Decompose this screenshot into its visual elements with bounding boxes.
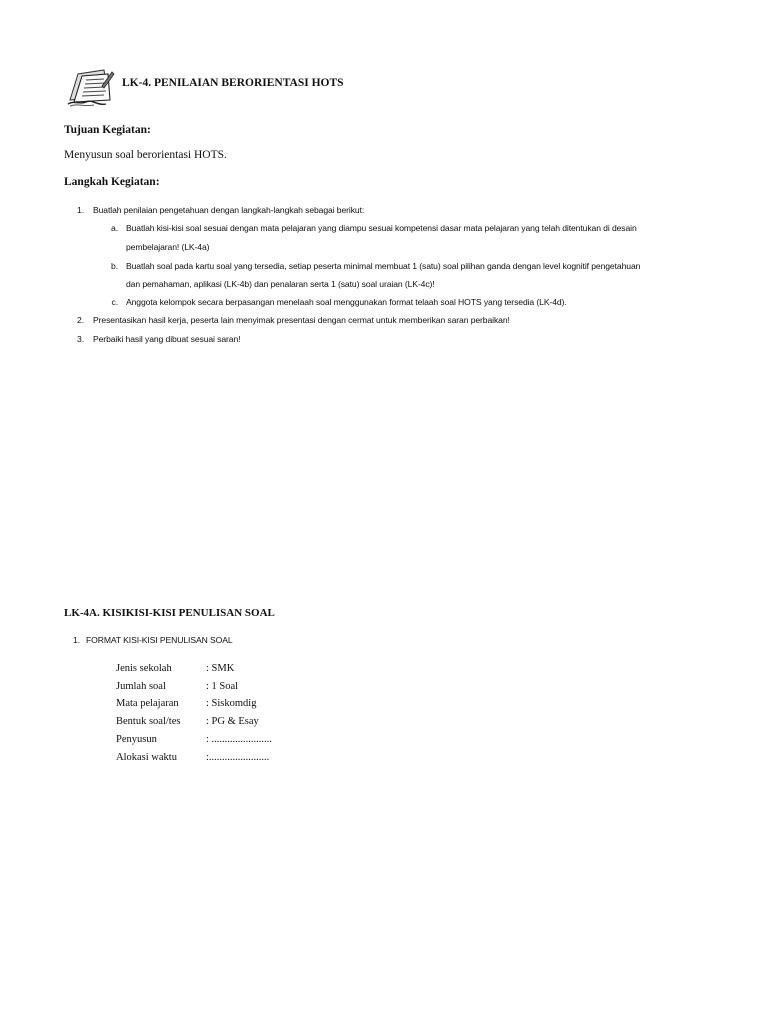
step-text: Buatlah penilaian pengetahuan dengan langkah-langkah sebagai berikut:	[93, 205, 365, 215]
steps-label: Langkah Kegiatan:	[64, 176, 160, 188]
substep-text: Anggota kelompok secara berpasangan menelaah soal menggunakan format telaah soal HOTS yang tersedia (LK-4d).	[126, 297, 567, 307]
info-key: Mata pelajaran	[116, 698, 179, 709]
info-key: Penyusun	[116, 734, 157, 745]
step-text: Perbaiki hasil yang dibuat sesuai saran!	[93, 334, 241, 344]
info-key: Jenis sekolah	[116, 663, 172, 674]
subheading-number: 1.	[73, 635, 80, 645]
info-key: Jumlah soal	[116, 681, 166, 692]
substep-letter: b.	[111, 261, 118, 271]
section-title: LK-4A. KISIKISI-KISI PENULISAN SOAL	[64, 607, 275, 619]
step-number: 3.	[77, 334, 84, 344]
step-number: 1.	[77, 205, 84, 215]
info-key: Bentuk soal/tes	[116, 716, 181, 727]
substep-text: Buatlah kisi-kisi soal sesuai dengan mata pelajaran yang diampu sesuai kompetensi dasar mata pelajaran yang telah ditentukan di desain	[126, 223, 637, 233]
info-key: Alokasi waktu	[116, 752, 177, 763]
info-value: : PG & Esay	[206, 716, 259, 727]
substep-text: Buatlah soal pada kartu soal yang tersedia, setiap peserta minimal membuat 1 (satu) soal pilihan ganda dengan level kognitif pengetahuan	[126, 261, 641, 271]
info-value: : Siskomdig	[206, 698, 257, 709]
subheading: FORMAT KISI-KISI PENULISAN SOAL	[86, 635, 233, 645]
substep-letter: c.	[111, 297, 118, 307]
info-value: : .......................	[206, 734, 272, 745]
substep-letter: a.	[111, 223, 118, 233]
info-value: :.......................	[206, 752, 270, 763]
objective-label: Tujuan Kegiatan:	[64, 124, 151, 136]
paper-stack-icon	[64, 66, 116, 108]
info-value: : SMK	[206, 663, 235, 674]
objective-text: Menyusun soal berorientasi HOTS.	[64, 149, 227, 161]
substep-text: dan pemahaman, aplikasi (LK-4b) dan penalaran serta 1 (satu) soal uraian (LK-4c)!	[126, 279, 435, 289]
substep-text: pembelajaran! (LK-4a)	[126, 242, 210, 252]
page-title: LK-4. PENILAIAN BERORIENTASI HOTS	[122, 77, 344, 89]
step-text: Presentasikan hasil kerja, peserta lain menyimak presentasi dengan cermat untuk memberikan saran perbaikan!	[93, 315, 510, 325]
info-value: : 1 Soal	[206, 681, 239, 692]
step-number: 2.	[77, 315, 84, 325]
